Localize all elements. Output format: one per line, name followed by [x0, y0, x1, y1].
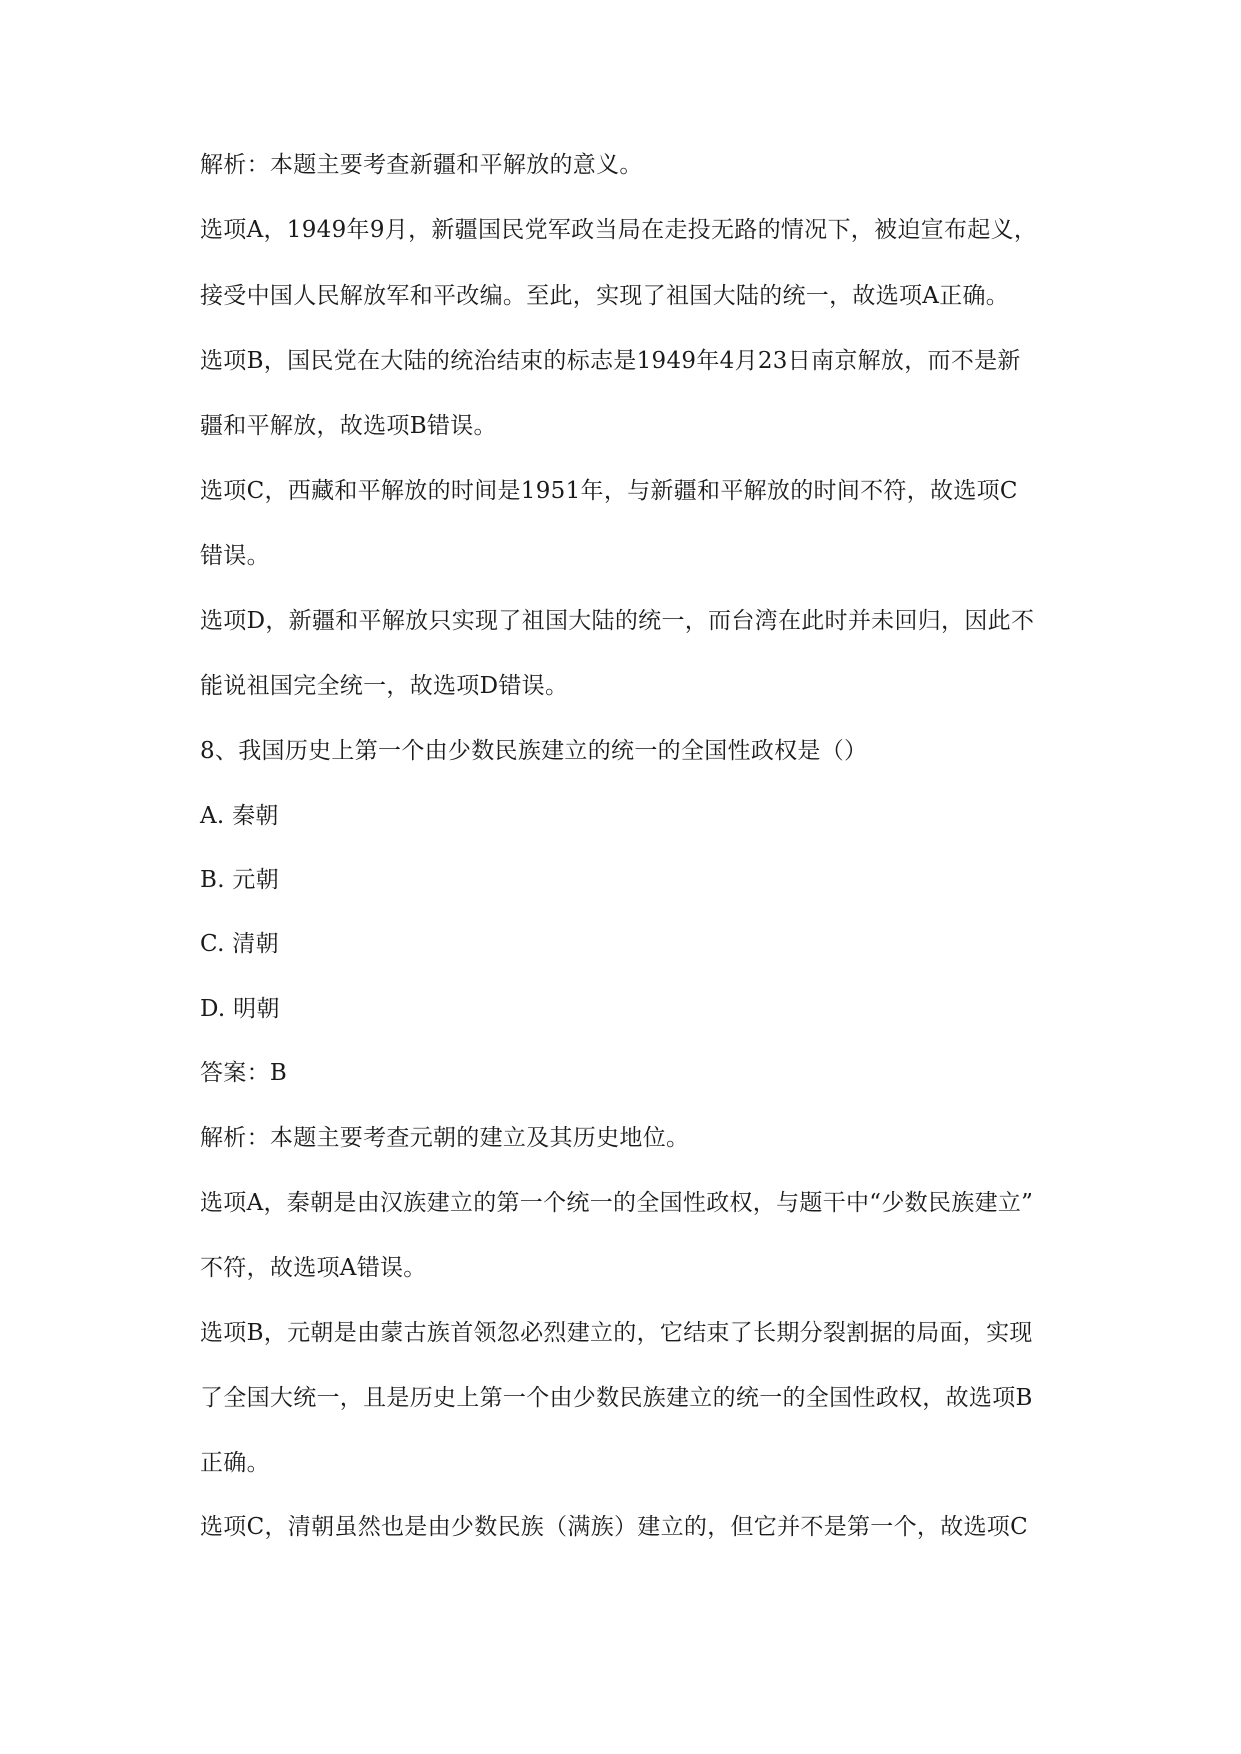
option-b-analysis-q7-line1: 选项B，国民党在大陆的统治结束的标志是1949年4月23日南京解放，而不是新 [200, 348, 1021, 374]
question-8-stem: 8、我国历史上第一个由少数民族建立的统一的全国性政权是（） [200, 738, 868, 764]
option-b-analysis-q8-line2: 了全国大统一，且是历史上第一个由少数民族建立的统一的全国性政权，故选项B [200, 1385, 1033, 1411]
option-b-analysis-q8-line3: 正确。 [200, 1450, 270, 1476]
option-a-analysis-q7-line2: 接受中国人民解放军和平改编。至此，实现了祖国大陆的统一，故选项A正确。 [200, 283, 1010, 309]
option-c-analysis-q7-line1: 选项C，西藏和平解放的时间是1951年，与新疆和平解放的时间不符，故选项C [200, 478, 1018, 504]
option-d-analysis-q7-line2: 能说祖国完全统一，故选项D错误。 [200, 673, 569, 699]
option-a-analysis-q7-line1: 选项A，1949年9月，新疆国民党军政当局在走投无路的情况下，被迫宣布起义， [200, 217, 1038, 243]
option-c-analysis-q7-line2: 错误。 [200, 543, 270, 569]
question-8-option-a: A. 秦朝 [200, 803, 279, 829]
option-b-analysis-q7-line2: 疆和平解放，故选项B错误。 [200, 413, 497, 439]
option-a-analysis-q8-line1: 选项A，秦朝是由汉族建立的第一个统一的全国性政权，与题干中“少数民族建立” [200, 1190, 1034, 1216]
analysis-heading-q7: 解析：本题主要考查新疆和平解放的意义。 [200, 152, 643, 178]
question-8-option-c: C. 清朝 [200, 931, 279, 957]
option-a-analysis-q8-line2: 不符，故选项A错误。 [200, 1255, 427, 1281]
option-d-analysis-q7-line1: 选项D，新疆和平解放只实现了祖国大陆的统一，而台湾在此时并未回归，因此不 [200, 608, 1035, 634]
question-8-option-b: B. 元朝 [200, 867, 280, 893]
analysis-heading-q8: 解析：本题主要考查元朝的建立及其历史地位。 [200, 1125, 690, 1151]
question-8-answer: 答案：B [200, 1060, 288, 1086]
question-8-option-d: D. 明朝 [200, 996, 280, 1022]
option-b-analysis-q8-line1: 选项B，元朝是由蒙古族首领忽必烈建立的，它结束了长期分裂割据的局面，实现 [200, 1320, 1033, 1346]
option-c-analysis-q8-line1: 选项C，清朝虽然也是由少数民族（满族）建立的，但它并不是第一个，故选项C [200, 1514, 1028, 1540]
